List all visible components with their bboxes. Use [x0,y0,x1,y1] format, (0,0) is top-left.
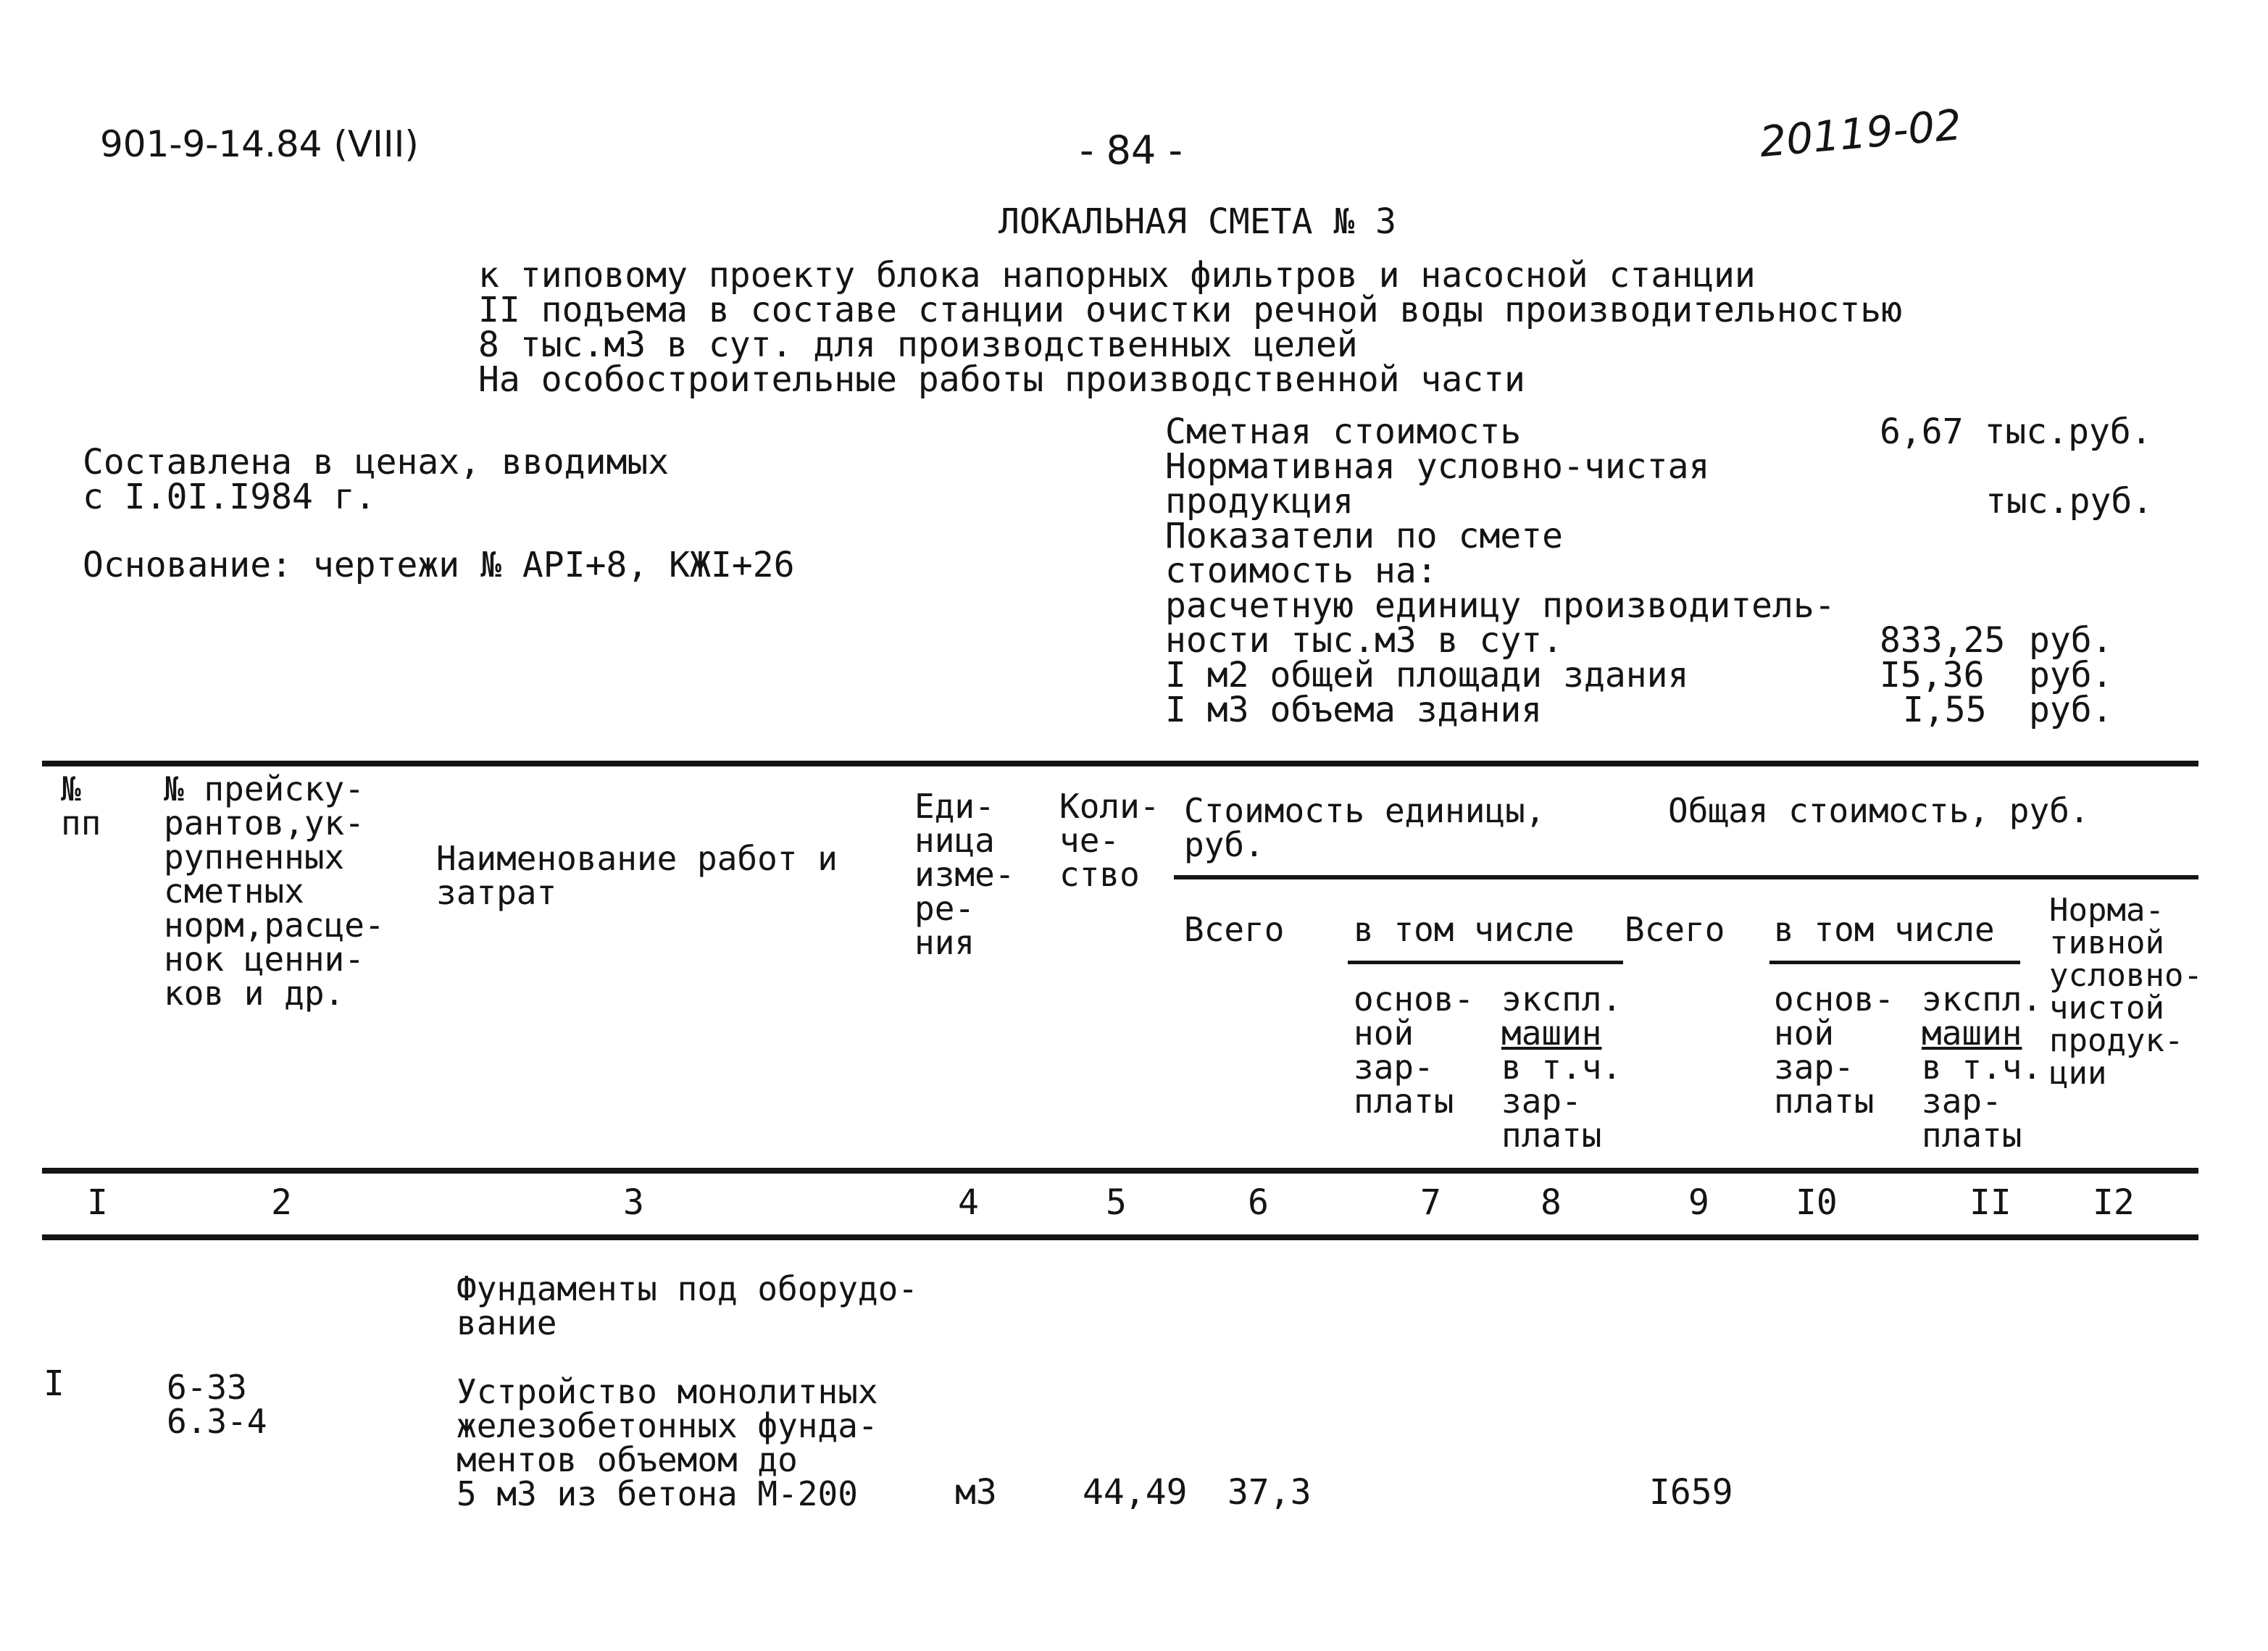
column-number: 9 [1688,1182,1709,1223]
title-line: II подъема в составе станции очистки речной воды производительностью [478,290,1903,330]
normative-product-label: продукция [1165,481,1354,522]
col-works-header: Наименование работ и затрат [436,839,838,912]
column-number: 4 [958,1182,979,1223]
total-wages-header: основ- ной зар- платы [1774,979,1895,1121]
estimated-cost-value: 6,67 тыс.руб. [1880,411,2152,452]
normative-product-header: Норма- тивной условно- чистой продук- ции [2049,892,2203,1092]
row-unit-total: 37,3 [1227,1472,1312,1513]
volume-cost-unit: руб. [2029,690,2113,730]
indicators-label: стоимость на: [1165,551,1438,591]
unit-machines-wages-header: в т.ч. зар- платы [1501,1048,1622,1155]
unit-capacity-label: ности тыс.м3 в сут. [1165,620,1564,661]
column-number: 8 [1541,1182,1562,1223]
cost-group-rule [1174,875,2198,879]
area-cost-value: I5,36 [1880,655,1985,695]
normative-product-value: тыс.руб. [1985,481,2154,522]
column-number: I2 [2093,1182,2135,1223]
column-number: 2 [271,1182,292,1223]
unit-machines-header: машин [1501,1013,1602,1053]
table-top-rule [42,761,2198,766]
total-incl-header: в том числе [1774,910,1995,949]
unit-capacity-unit: руб. [2029,620,2113,661]
row-item-number: I [43,1363,64,1404]
column-number: I [87,1182,108,1223]
title-line: 8 тыс.м3 в сут. для производственных целей [478,325,1358,365]
unit-incl-header: в том числе [1354,910,1575,949]
column-number: I0 [1796,1182,1838,1223]
page-number: - 84 - [1080,128,1183,173]
row-price-code: 6-33 6.3-4 [167,1368,267,1441]
header-bottom-rule [42,1168,2198,1174]
volume-cost-label: I м3 объема здания [1165,690,1543,730]
volume-cost-value: I,55 [1903,690,1987,730]
unit-cost-header: Стоимость единицы, руб. [1184,791,1546,864]
row-unit: м3 [955,1472,997,1513]
col-pricelist-header: № прейску- рантов,ук- рупненных сметных норм,расце- нок ценни- ков и др. [164,769,385,1013]
drawings-basis: Основание: чертежи № API+8, КЖI+26 [83,545,795,585]
column-number: 6 [1248,1182,1269,1223]
estimated-cost-label: Сметная стоимость [1165,411,1522,452]
title-line: к типовому проекту блока напорных фильтров и насосной станции [478,255,1756,296]
title-line: На особостроительные работы производственной части [478,359,1525,400]
prices-basis-line: Составлена в ценах, вводимых [83,442,670,482]
row-quantity: 44,49 [1083,1472,1188,1513]
col-quantity-header: Коли- че- ство [1059,787,1160,894]
total-incl-rule [1769,961,2020,964]
column-number: 5 [1106,1182,1127,1223]
unit-capacity-value: 833,25 [1880,620,2006,661]
total-machines-header: машин [1922,1013,2022,1053]
unit-machines-header: экспл. [1501,979,1622,1019]
numbers-bottom-rule [42,1234,2198,1240]
unit-wages-header: основ- ной зар- платы [1354,979,1475,1121]
column-number: 7 [1420,1182,1441,1223]
col-number-header: № пп [61,769,101,843]
total-cost-header: Общая стоимость, руб. [1668,791,2090,830]
unit-capacity-label: расчетную единицу производитель- [1165,585,1835,626]
column-number: II [1969,1182,2011,1223]
document-code: 901-9-14.84 (VIII) [100,123,419,165]
total-total-header: Всего [1625,910,1725,949]
archive-stamp: 20119-02 [1757,99,1964,167]
unit-total-header: Всего [1184,910,1285,949]
estimate-title: ЛОКАЛЬНАЯ СМЕТА № 3 [998,201,1397,242]
total-machines-header: экспл. [1922,979,2043,1019]
area-cost-label: I м2 общей площади здания [1165,655,1689,695]
area-cost-unit: руб. [2029,655,2113,695]
total-machines-wages-header: в т.ч. зар- платы [1922,1048,2043,1155]
row-total-cost: I659 [1649,1472,1733,1513]
normative-product-label: Нормативная условно-чистая [1165,446,1710,487]
row-work-name: Устройство монолитных железобетонных фунда- ментов объемом до 5 м3 из бетона М-200 [456,1372,878,1513]
prices-date-line: с I.0I.I984 г. [83,477,376,517]
col-unit-header: Еди- ница изме- ре- ния [914,787,1015,962]
unit-incl-rule [1348,961,1623,964]
indicators-label: Показатели по смете [1165,516,1564,556]
column-number: 3 [623,1182,644,1223]
section-heading: Фундаменты под оборудо- вание [456,1269,918,1342]
